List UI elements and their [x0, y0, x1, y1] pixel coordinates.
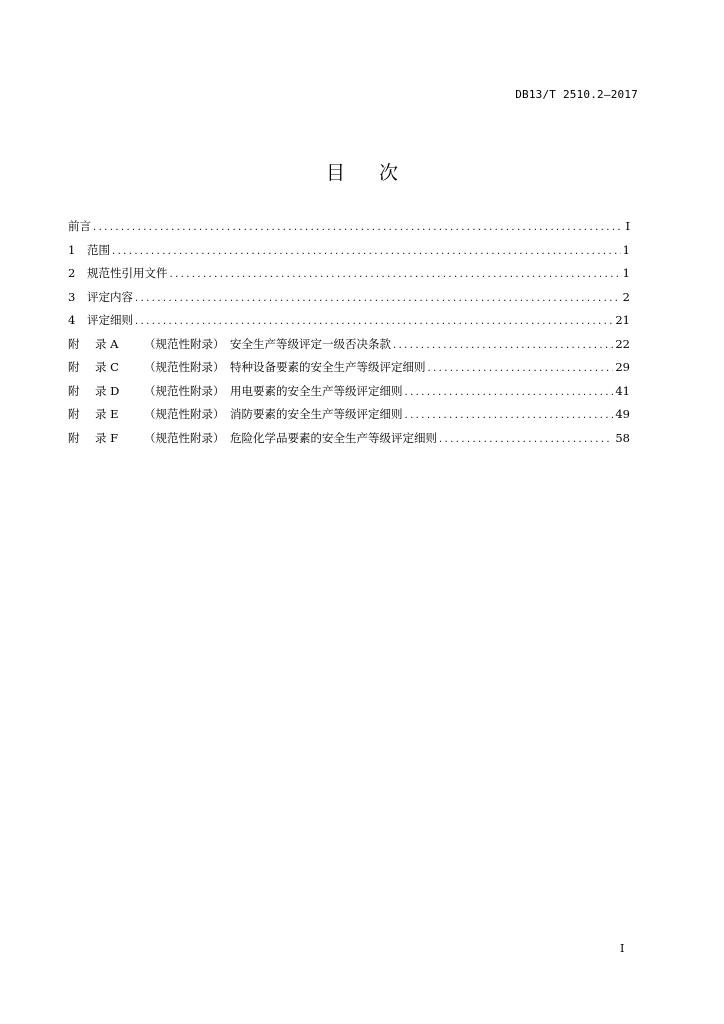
toc-entry-label: 危险化学品要素的安全生产等级评定细则	[230, 430, 437, 445]
toc-entry-page: 29	[615, 360, 630, 374]
appendix-type: （规范性附录）	[144, 407, 225, 421]
toc-entry-appendix-c[interactable]	[68, 359, 630, 383]
toc-entry-foreword[interactable]	[68, 218, 630, 242]
appendix-type: （规范性附录）	[144, 383, 225, 398]
appendix-prefix-letter: 录 F	[95, 430, 119, 445]
toc-entry-scope[interactable]	[68, 242, 630, 266]
appendix-prefix-letter: 录 E	[95, 407, 119, 421]
appendix-prefix-fu: 附	[68, 383, 80, 398]
table-of-contents	[68, 218, 630, 453]
toc-leader-dots	[405, 410, 614, 421]
toc-leader-dots	[393, 340, 613, 351]
appendix-prefix	[68, 406, 144, 422]
appendix-prefix-fu: 附	[68, 336, 80, 351]
appendix-type: （规范性附录）	[144, 430, 225, 445]
appendix-prefix-letter: 录 C	[95, 360, 119, 374]
toc-entry-appendix-e[interactable]	[68, 406, 630, 430]
toc-entry-page: 41	[615, 383, 630, 398]
toc-entry-page: I	[625, 219, 630, 233]
toc-entry-page: 58	[615, 430, 630, 445]
appendix-prefix-fu: 附	[68, 407, 80, 421]
toc-entry-appendix-a[interactable]	[68, 336, 630, 360]
toc-entry-label: 规范性引用文件	[87, 266, 168, 280]
toc-entry-label: 消防要素的安全生产等级评定细则	[230, 407, 403, 421]
appendix-prefix-fu: 附	[68, 430, 80, 445]
toc-entry-number: 1	[68, 242, 76, 257]
toc-entry-appendix-f[interactable]	[68, 430, 630, 454]
toc-leader-dots	[405, 387, 614, 398]
toc-leader-dots	[135, 316, 613, 327]
toc-entry-page: 49	[615, 407, 630, 421]
toc-entry-number: 3	[68, 289, 76, 304]
appendix-prefix-letter: 录 D	[95, 383, 120, 398]
toc-leader-dots	[170, 269, 621, 280]
toc-leader-dots	[439, 434, 613, 445]
appendix-prefix	[68, 336, 144, 352]
toc-entry-page: 1	[622, 266, 630, 280]
toc-entry-page: 2	[622, 289, 630, 304]
toc-entry-assessment-rules[interactable]	[68, 312, 630, 336]
appendix-type: （规范性附录）	[144, 336, 225, 351]
toc-entry-label: 用电要素的安全生产等级评定细则	[230, 383, 403, 398]
toc-entry-label: 前言	[68, 219, 91, 233]
page-number: I	[620, 942, 625, 955]
toc-leader-dots	[93, 222, 622, 233]
toc-entry-page: 22	[615, 336, 630, 351]
appendix-prefix	[68, 383, 144, 399]
toc-entry-label: 安全生产等级评定一级否决条款	[230, 336, 391, 351]
appendix-prefix-fu: 附	[68, 360, 80, 374]
toc-title: 目 次	[325, 162, 413, 184]
toc-entry-label: 范围	[87, 242, 110, 257]
toc-entry-number: 2	[68, 266, 76, 280]
toc-leader-dots	[428, 363, 614, 374]
appendix-type: （规范性附录）	[144, 360, 225, 374]
toc-leader-dots	[135, 293, 621, 304]
toc-entry-page: 1	[622, 242, 630, 257]
appendix-prefix	[68, 359, 144, 375]
toc-entry-label: 评定细则	[87, 313, 133, 327]
toc-entry-appendix-d[interactable]	[68, 383, 630, 407]
toc-entry-label: 特种设备要素的安全生产等级评定细则	[230, 360, 426, 374]
toc-entry-assessment-content[interactable]	[68, 289, 630, 313]
document-code: DB13/T 2510.2—2017	[515, 88, 638, 101]
toc-entry-normative-references[interactable]	[68, 265, 630, 289]
toc-entry-label: 评定内容	[87, 289, 133, 304]
toc-entry-number: 4	[68, 313, 76, 327]
appendix-prefix	[68, 430, 144, 446]
toc-entry-page: 21	[615, 313, 630, 327]
appendix-prefix-letter: 录 A	[95, 336, 119, 351]
toc-leader-dots	[112, 246, 621, 257]
